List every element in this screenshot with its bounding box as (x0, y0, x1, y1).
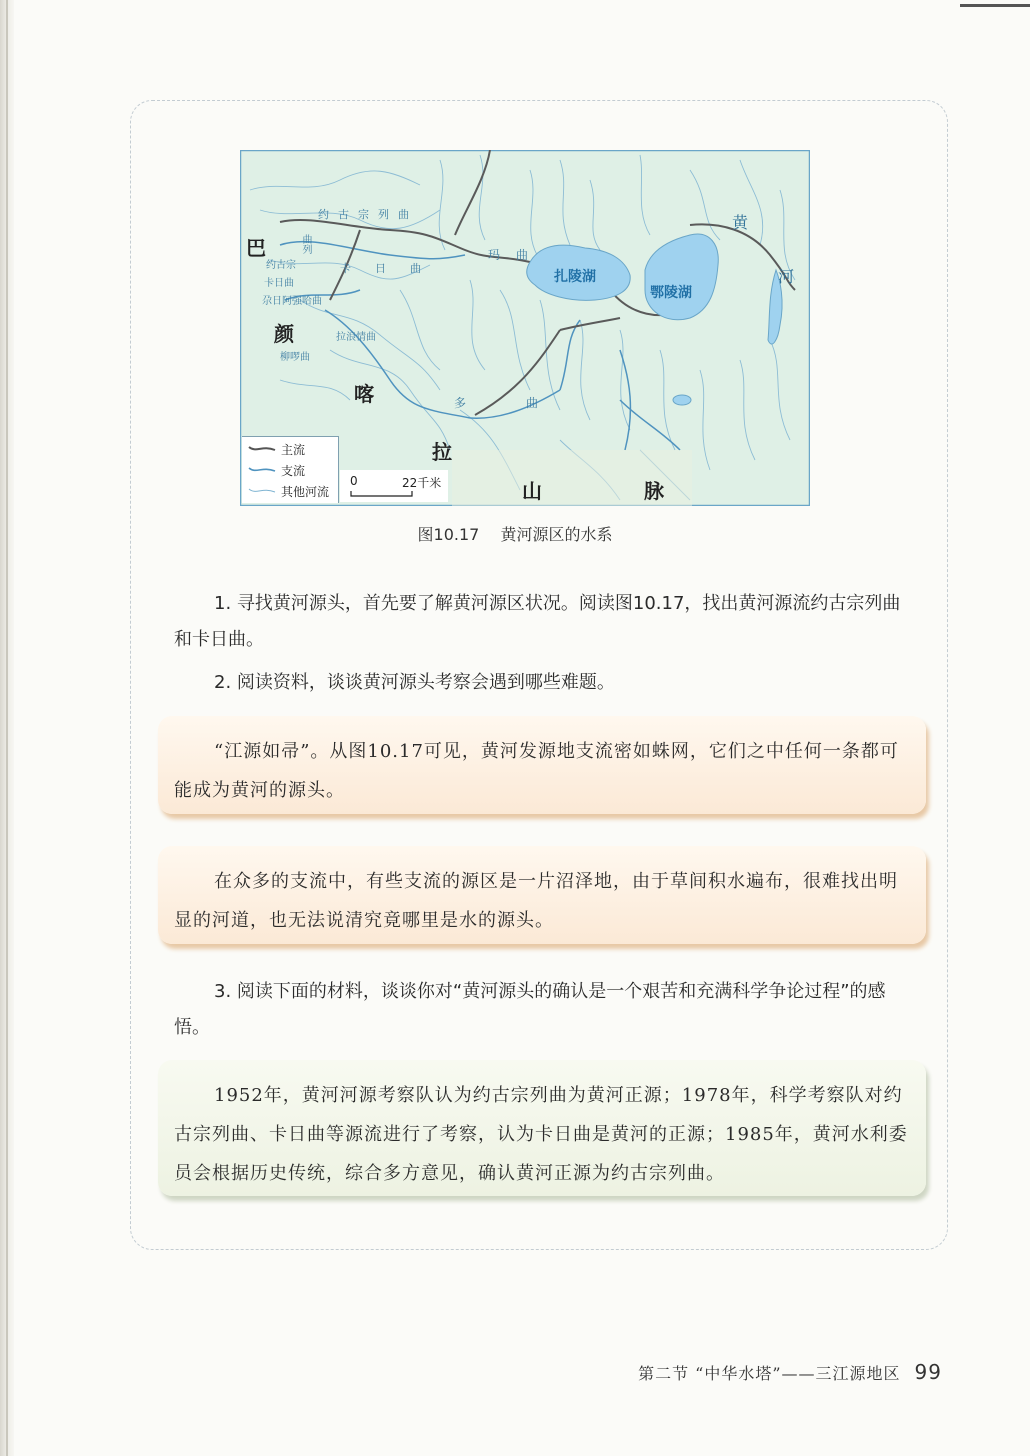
label-ziagu: 尕日阿强哈曲 (262, 296, 322, 307)
label-ma-qu: 玛曲 (488, 248, 545, 262)
material-box-2: 在众多的支流中，有些支流的源区是一片沼泽地，由于草间积水遍布，很难找出明显的河道，也无法说清究竟哪里是水的源头。 (158, 846, 926, 944)
main-river-symbol (248, 444, 276, 454)
legend-other-label: 其他河流 (281, 484, 330, 499)
label-lalang: 拉浪情曲 (336, 332, 376, 343)
label-yueguzong: 约古宗 (266, 260, 296, 271)
legend-main-label: 主流 (281, 442, 306, 457)
binding-line (6, 0, 8, 1456)
page-footer (638, 1360, 942, 1384)
label-ka: 喀 (354, 382, 374, 406)
label-qulie: 曲列 (300, 234, 311, 254)
label-ka-ri-qu: 卡日曲 (340, 262, 445, 275)
question-3: 3. 阅读下面的材料，谈谈你对“黄河源头的确认是一个艰苦和充满科学争论过程”的感悟。 (174, 981, 886, 1038)
label-mai: 脉 (644, 479, 664, 503)
yellow-river-source-map (240, 150, 810, 506)
question-1: 1. 寻找黄河源头，首先要了解黄河源区状况。阅读图10.17，找出黄河源流约古宗列曲和卡日曲。 (174, 593, 901, 650)
figure-number: 图10.17 (417, 525, 480, 544)
figure-caption (0, 522, 1030, 545)
label-duo-qu: 多曲 (454, 396, 599, 410)
page-number: 99 (914, 1360, 942, 1384)
legend-tributary-label: 支流 (281, 463, 306, 478)
figure-title: 黄河源区的水系 (500, 525, 613, 544)
question-2: 2. 阅读资料，谈谈黄河源头考察会遇到哪些难题。 (214, 672, 615, 693)
scale-zero: 0 (350, 474, 358, 488)
label-huang: 黄 (732, 213, 749, 232)
label-he: 河 (778, 267, 795, 286)
label-ba: 巴 (246, 236, 266, 260)
legend-other (248, 481, 329, 501)
section-title: 第二节 “中华水塔”——三江源地区 (638, 1364, 901, 1383)
legend-main (248, 439, 305, 459)
label-bolang: 柳啰曲 (280, 352, 310, 363)
label-yueguzonglie-qu: 约古宗列曲 (318, 208, 418, 221)
other-river-symbol (248, 486, 276, 496)
material-box-3: 1952年，黄河河源考察队认为约古宗列曲为黄河正源；1978年，科学考察队对约古宗列曲、卡日曲等源流进行了考察，认为卡日曲是黄河的正源；1985年，黄河水利委员会根据历史传统，综合多方意见，确认黄河正源为约古宗列曲。 (158, 1060, 926, 1196)
label-yan: 颜 (274, 322, 294, 346)
tributary-symbol (248, 465, 276, 475)
label-zhaling-lake: 扎陵湖 (554, 269, 596, 285)
scale-bar (350, 490, 414, 498)
map-scale (340, 470, 448, 502)
legend-tributary (248, 460, 305, 480)
material-box-1: “江源如帚”。从图10.17可见，黄河发源地支流密如蛛网，它们之中任何一条都可能成为黄河的源头。 (158, 716, 926, 814)
label-karigu-small: 卡日曲 (264, 278, 294, 289)
label-la: 拉 (432, 440, 452, 464)
top-rule (960, 4, 1030, 7)
label-shan: 山 (522, 479, 542, 503)
label-eling-lake: 鄂陵湖 (650, 285, 692, 301)
map-legend (242, 436, 339, 503)
scale-distance: 22千米 (402, 476, 442, 490)
